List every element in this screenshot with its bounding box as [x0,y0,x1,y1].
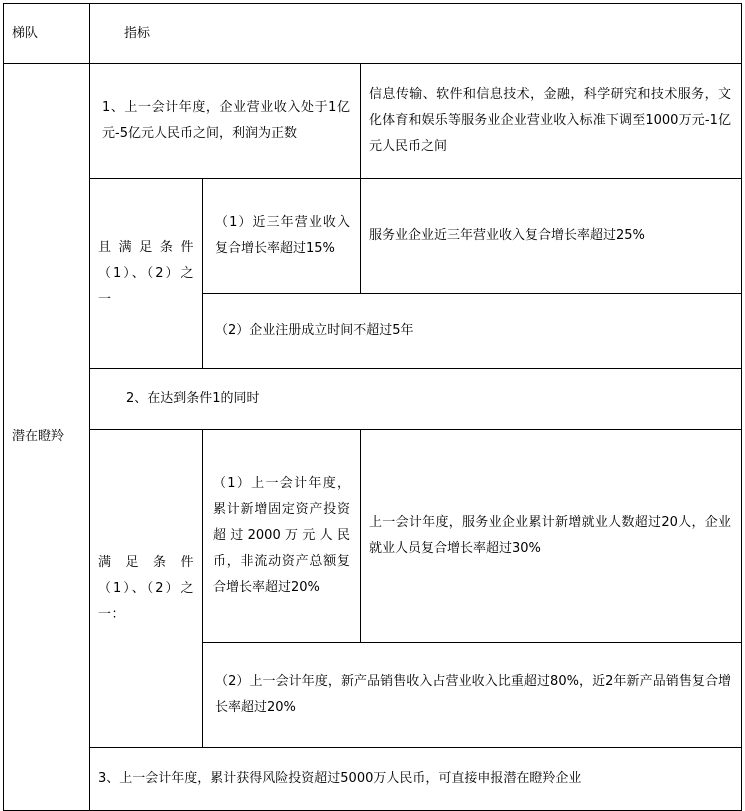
group2-sub2: （2）上一会计年度，新产品销售收入占营业收入比重超过80%，近2年新产品销售复合增长率超过20% [203,643,742,748]
group1-sub1-left: （1）近三年营业收入复合增长率超过15% [203,179,361,294]
row-condition-2 [4,369,742,430]
tier-name-cell: 潜在瞪羚 [4,64,90,811]
row-group2-sub1 [4,430,742,643]
condition-3-text: 3、上一会计年度，累计获得风险投资超过5000万人民币，可直接申报潜在瞪羚企业 [90,748,742,811]
condition-1-service-text: 信息传输、软件和信息技术，金融，科学研究和技术服务，文化体育和娱乐等服务业企业营业收入标准下调至1000万元-1亿元人民币之间 [361,64,742,179]
row-group1-sub1 [4,179,742,294]
condition-2-text: 2、在达到条件1的同时 [90,369,742,430]
group2-sub1-left: （1）上一会计年度，累计新增固定资产投资超过2000万元人民币，非流动资产总额复合增长率超过20% [203,430,361,643]
header-indicator: 指标 [90,4,742,64]
criteria-table [3,3,742,811]
group1-sub2: （2）企业注册成立时间不超过5年 [203,294,742,369]
row-condition-1 [4,64,742,179]
header-tier: 梯队 [4,4,90,64]
row-condition-3 [4,748,742,811]
group1-label: 且满足条件（1）、（2）之一 [90,179,203,369]
group2-label: 满足条件（1）、（2）之一： [90,430,203,748]
group2-sub1-right: 上一会计年度，服务业企业累计新增就业人数超过20人，企业就业人员复合增长率超过30% [361,430,742,643]
condition-1-text: 1、上一会计年度，企业营业收入处于1亿元-5亿元人民币之间，利润为正数 [90,64,361,179]
header-row [4,4,742,64]
group1-sub1-right: 服务业企业近三年营业收入复合增长率超过25% [361,179,742,294]
